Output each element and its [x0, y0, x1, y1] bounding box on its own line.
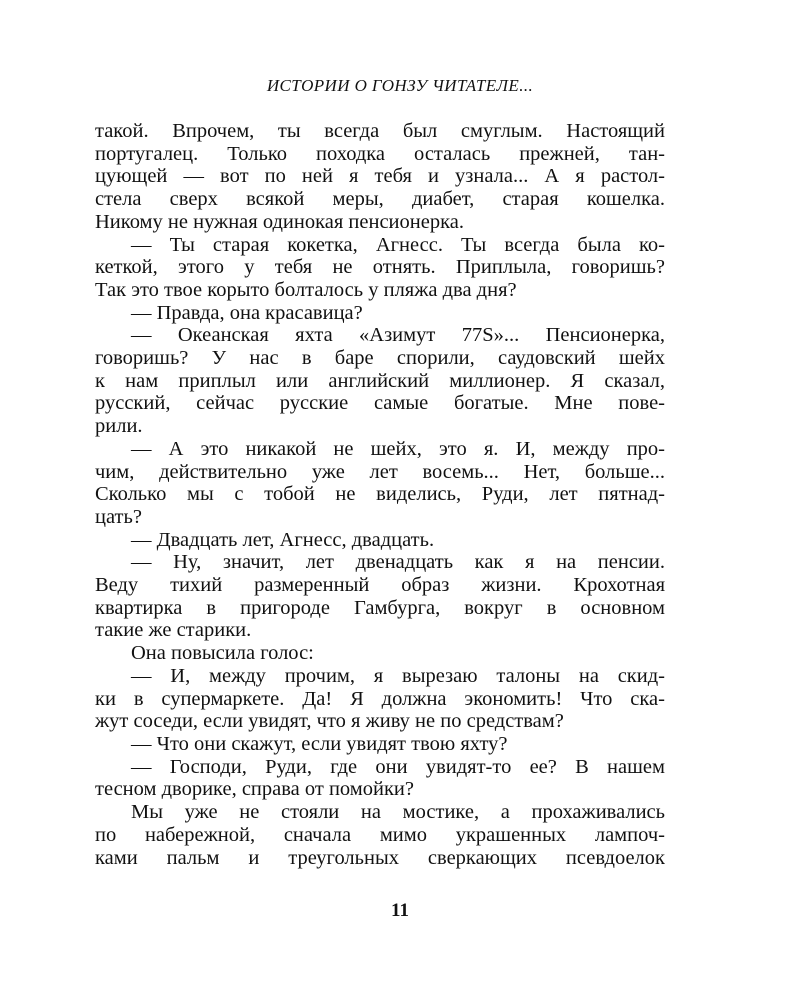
text-line: — Ты старая кокетка, Агнесс. Ты всегда была ко-: [131, 233, 665, 256]
text-line: — Господи, Руди, где они увидят-то ее? В нашем: [131, 755, 665, 778]
text-line: Никому не нужная одинокая пенсионерка.: [95, 210, 464, 233]
text-line: — Что они скажут, если увидят твою яхту?: [131, 732, 508, 755]
text-line: тесном дворике, справа от помойки?: [95, 778, 415, 801]
text-line: Веду тихий размеренный образ жизни. Крохотная: [95, 574, 665, 597]
text-line: кеткой, этого у тебя не отнять. Приплыла, говоришь?: [95, 256, 665, 279]
text-line: говоришь? У нас в баре спорили, саудовский шейх: [95, 347, 665, 370]
text-line: Она повысила голос:: [131, 642, 314, 665]
text-line: — А это никакой не шейх, это я. И, между про-: [131, 437, 665, 460]
text-line: такие же старики.: [95, 619, 252, 642]
text-line: — Ну, значит, лет двенадцать как я на пенсии.: [131, 551, 665, 574]
text-line: португалец. Только походка осталась прежней, тан-: [95, 142, 665, 165]
text-line: ки в супермаркете. Да! Я должна экономить! Что ска-: [95, 687, 665, 710]
text-line: чим, действительно уже лет восемь... Нет, больше...: [95, 460, 665, 483]
text-line: жут соседи, если увидят, что я живу не по средствам?: [95, 710, 564, 733]
text-line: такой. Впрочем, ты всегда был смуглым. Настоящий: [95, 120, 665, 142]
text-line: Сколько мы с тобой не виделись, Руди, лет пятнад-: [95, 483, 665, 506]
running-head: ИСТОРИИ О ГОНЗУ ЧИТАТЕЛЕ...: [266, 76, 534, 95]
text-line: квартирка в пригороде Гамбурга, вокруг в основном: [95, 596, 665, 619]
text-line: Так это твое корыто болталось у пляжа два дня?: [95, 278, 517, 301]
text-line: к нам приплыл или английский миллионер. Я сказал,: [95, 369, 665, 392]
text-line: — И, между прочим, я вырезаю талоны на скид-: [131, 664, 665, 687]
text-line: цующей — вот по ней я тебя и узнала... А я растол-: [95, 165, 665, 188]
page-number: 11: [391, 900, 409, 921]
text-line: — Океанская яхта «Азимут 77S»... Пенсионерка,: [131, 324, 665, 347]
text-line: цать?: [95, 505, 142, 528]
text-line: по набережной, сначала мимо украшенных лампоч-: [95, 823, 665, 846]
text-line: Мы уже не стояли на мостике, а прохаживались: [131, 801, 665, 824]
text-line: рили.: [95, 415, 143, 438]
text-line: — Двадцать лет, Агнесс, двадцать.: [131, 528, 435, 551]
text-line: русский, сейчас русские самые богатые. Мне пове-: [95, 392, 665, 415]
text-line: ками пальм и треугольных сверкающих псевдоелок: [95, 846, 665, 869]
body-text: [95, 120, 665, 869]
text-line: стела сверх всякой меры, диабет, старая кошелка.: [95, 188, 665, 211]
text-line: — Правда, она красавица?: [131, 301, 363, 324]
